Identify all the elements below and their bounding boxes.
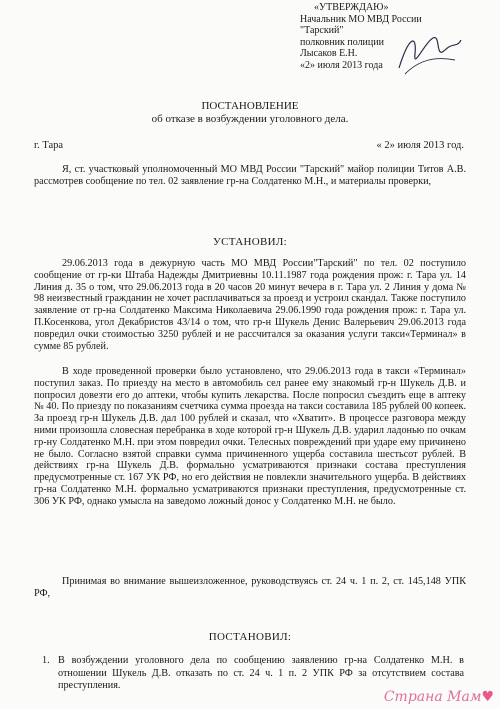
date: « 2» июля 2013 год. bbox=[376, 140, 464, 151]
approval-line-3: полковник полиции bbox=[300, 36, 384, 48]
body-paragraph-1: 29.06.2013 года в дежурную часть МО МВД России"Тарский" по тел. 02 поступило сообщение от гр-ки Штаба Надежды Дмитриевны 10.11.1987 года рождения прож: г. Тара ул. 14 Линия д. 35 о том, что 29.06.2013 года в 20 часов 20 минут вечера в г. Тара ул. 2 Линия у дома № 98 неизвестный гражданин не хочет расплачиваться за проезд и устроил скандал. Также поступило заявление от гр-на Солдатенко Максима Николаевича 29.06.1990 года рождения прож: г. Тара ул. П.Косенкова, угол Декабристов 43/14 о том, что гр-н Шукель Денис Валерьевич 29.06.2013 года повредил очки стоимостью 3250 рублей и не рассчитался за оказания услуги такси«Терминал» в сумме 85 рублей. bbox=[34, 258, 466, 352]
intro-paragraph: Я, ст. участковый уполномоченный МО МВД России "Тарский" майор полиции Титов А.В. рассмотрев сообщение по тел. 02 заявление гр-на Солдатенко М.Н., и материалы проверки, bbox=[34, 164, 466, 187]
list-item-number: 1. bbox=[42, 655, 50, 666]
approval-line-1: Начальник МО МВД России bbox=[300, 13, 422, 25]
document-subtitle: об отказе в возбуждении уголовного дела. bbox=[151, 113, 349, 125]
watermark-logo bbox=[384, 689, 494, 705]
approval-line-5: «2» июля 2013 года bbox=[300, 59, 383, 71]
heart-icon: ♥ bbox=[481, 689, 494, 705]
watermark-text: Страна Мам bbox=[383, 689, 482, 705]
handwritten-signature bbox=[395, 30, 465, 80]
approval-line-4: Лысаков Е.Н. bbox=[300, 48, 358, 59]
place: г. Тара bbox=[34, 140, 64, 151]
list-item-text: В возбуждении уголовного дела по сообщению заявлению гр-на Солдатенко М.Н. в отношении Шукель Д.В. отказать по ст. 24 ч. 1 п. 2 УПК РФ за отсутствием состава преступления. bbox=[58, 655, 464, 691]
section-resolved: ПОСТАНОВИЛ: bbox=[208, 631, 292, 643]
approval-line-2: "Тарский" bbox=[300, 25, 344, 36]
body-paragraph-2: В ходе проведенной проверки было установлено, что 29.06.2013 года в такси «Терминал» поступил заказ. По приезду на место в автомобиль сел ранее ему знакомый гр-н Шукель Д.В. и попросил довезти его до аптеки, чтобы купить лекарства. После попросил съездить еще в аптеку № 40. По приезду по показаниям счетчика сумма проезда на такси составила 185 рублей 00 копеек. За проезд гр-н Шукель Д.В. дал 100 рублей и сказал, что «Хватит». В процессе разговора между ними произошла словесная перебранка в ходе которой гр-н Шукель Д.В. ударил ладонью по очкам гр-ну Солдатенко М.Н. при этом повредил очки. Телесных повреждений при ударе ему причинено не было. Согласно взятой справки сумма причиненного ущерба составила шестьсот рублей. В действиях гр-на Шукель Д.В. формально усматриваются признаки состава преступления предусмотренные ст. 167 УК РФ, но его действия не повлекли значительного ущерба. В действиях гр-на Солдатенко М.Н. формально усматриваются признаки преступления, предусмотренные ст. 306 УК РФ, однако умысла на заведомо ложный донос у Солдатенко М.Н. не было. bbox=[34, 366, 466, 507]
place-date-line bbox=[34, 140, 464, 151]
body-paragraph-3: Принимая во внимание вышеизложенное, руководствуясь ст. 24 ч. 1 п. 2, ст. 145,148 УПК РФ, bbox=[34, 576, 466, 599]
document-title: ПОСТАНОВЛЕНИЕ bbox=[201, 100, 299, 112]
approval-heading: «УТВЕРЖДАЮ» bbox=[314, 2, 389, 13]
section-established: УСТАНОВИЛ: bbox=[213, 236, 287, 248]
